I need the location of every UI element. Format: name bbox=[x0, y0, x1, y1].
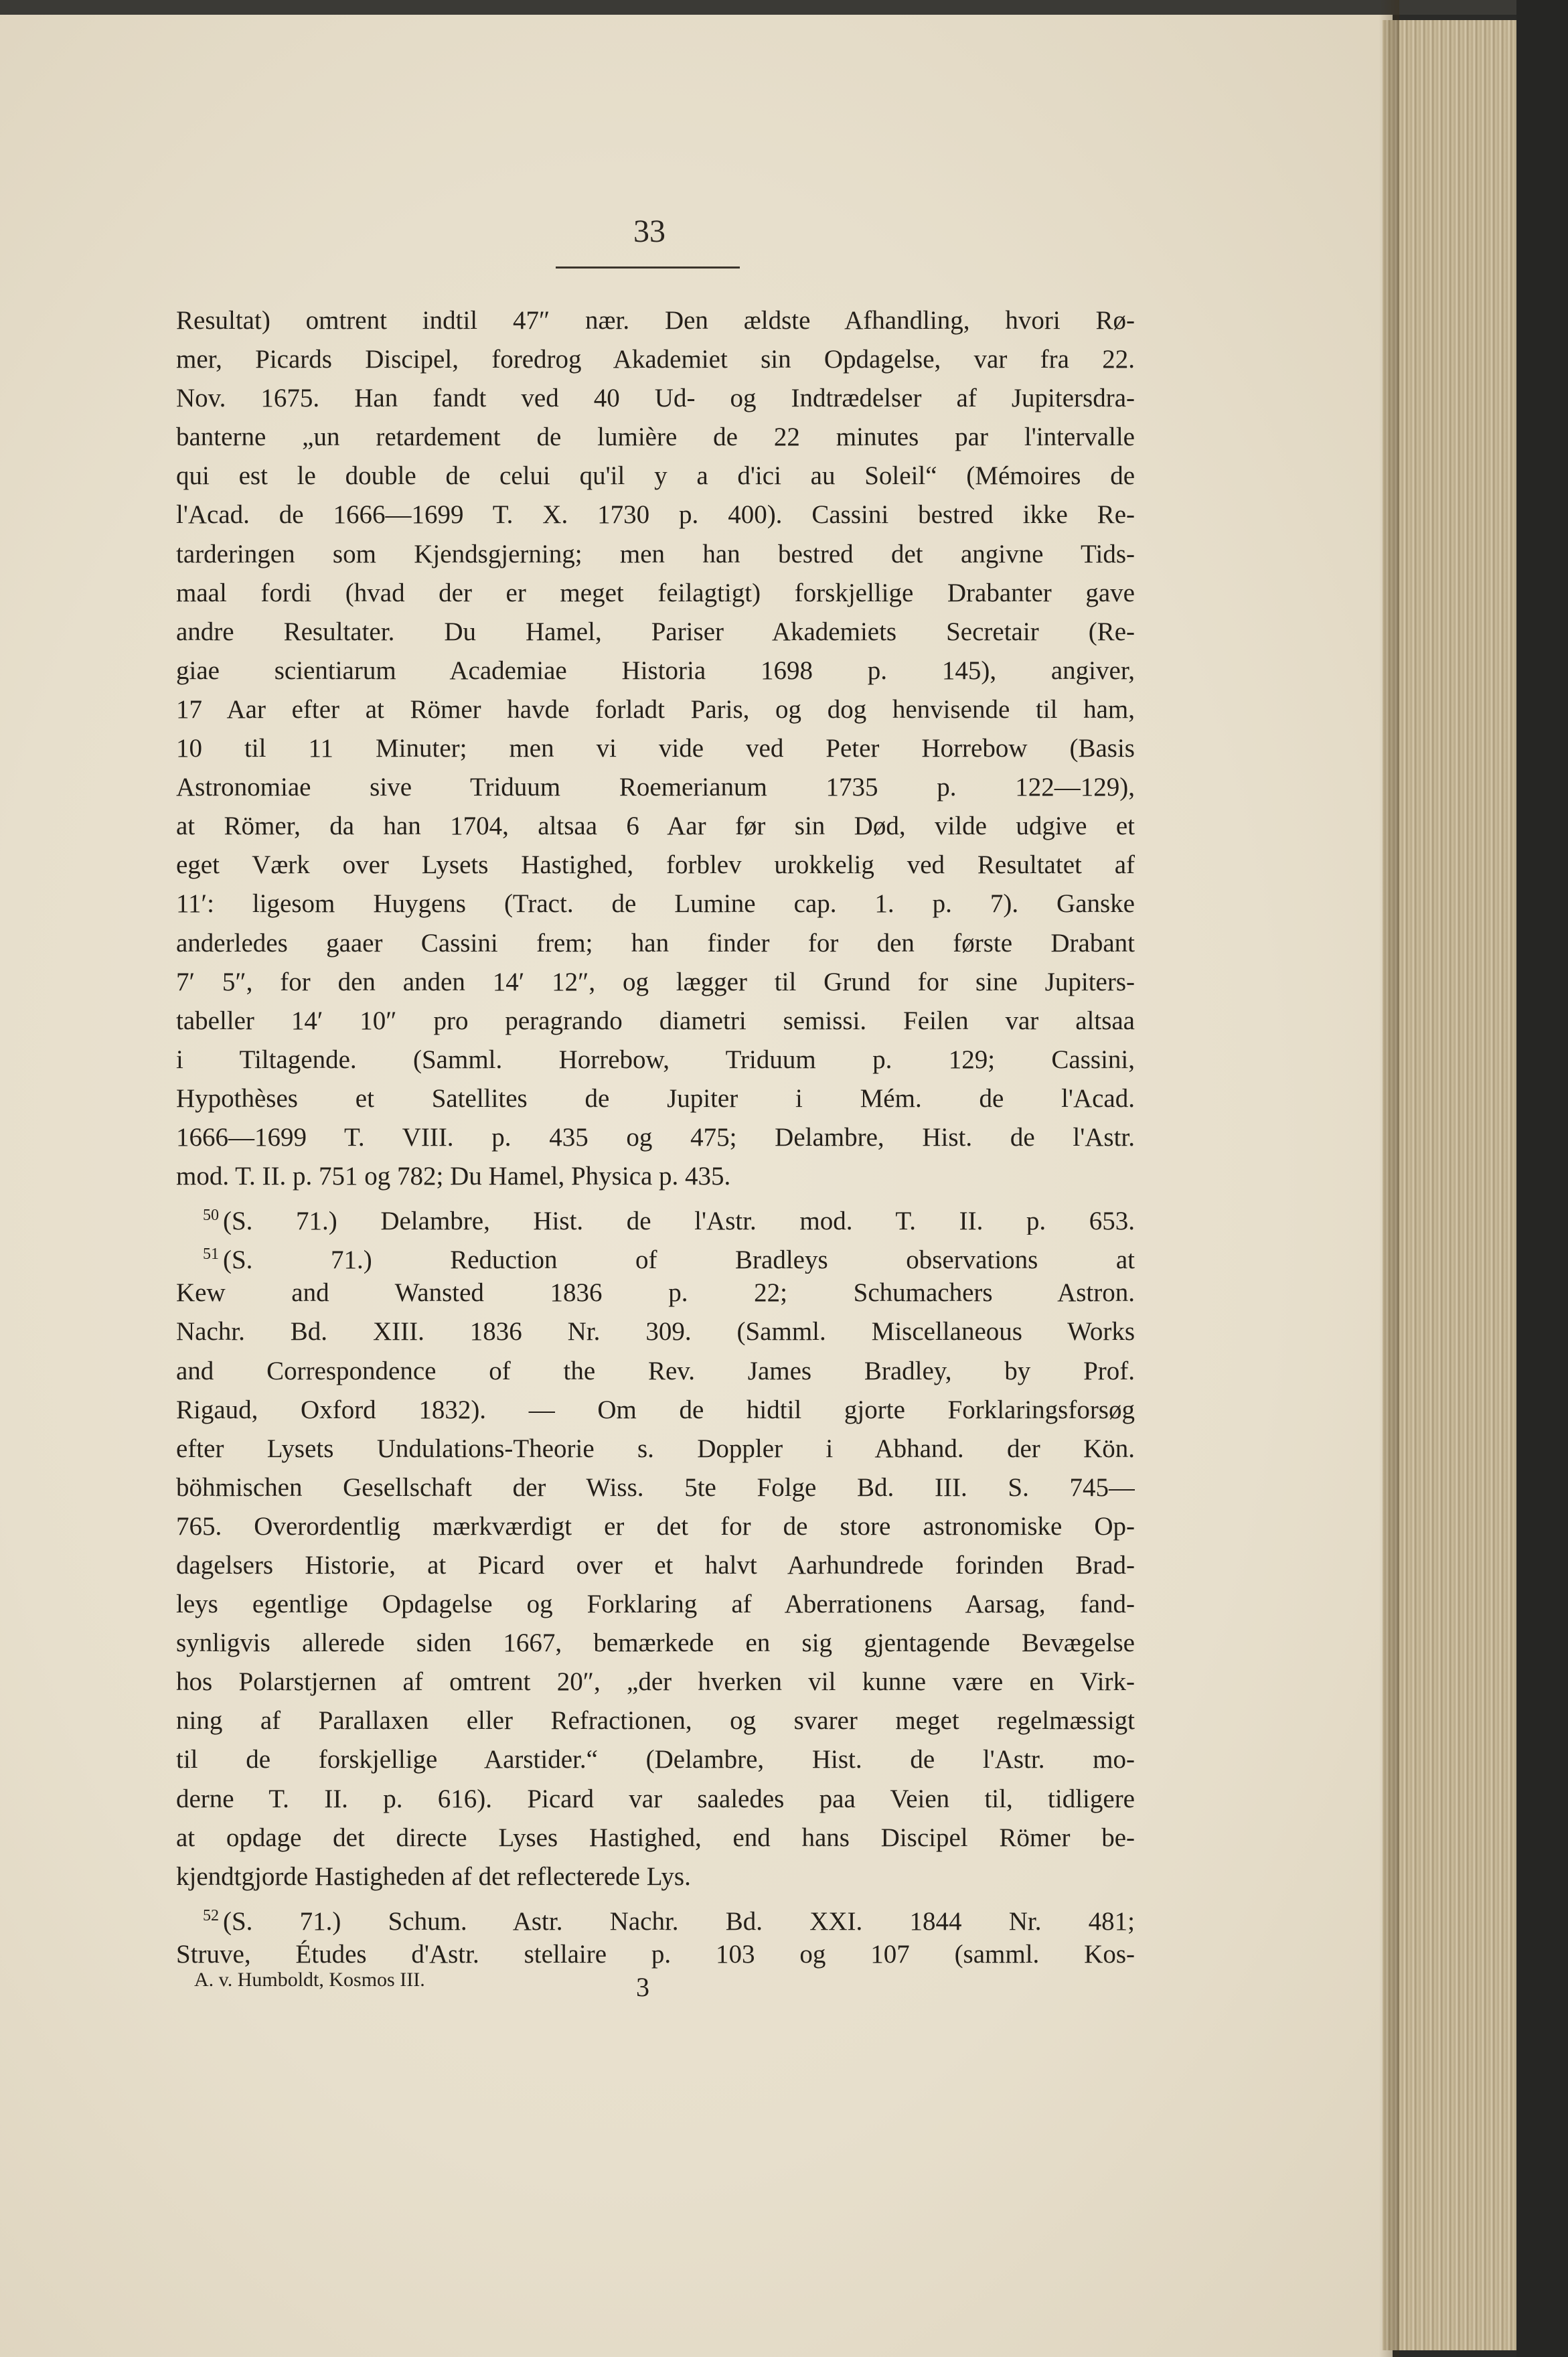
footnote-line bbox=[176, 1896, 1135, 1935]
text-line bbox=[176, 1663, 1135, 1701]
text-line bbox=[176, 652, 1135, 690]
line-text: leys egentlige Opdagelse og Forklaring af Aberrationens Aarsag, fand- bbox=[176, 1590, 1135, 1619]
header-rule bbox=[556, 267, 740, 269]
text-line bbox=[176, 690, 1135, 729]
footnote-line bbox=[176, 1235, 1135, 1274]
line-text: til de forskjellige Aarstider.“ (Delambre, Hist. de l'Astr. mo- bbox=[176, 1745, 1135, 1774]
text-line bbox=[176, 574, 1135, 613]
text-line bbox=[176, 1546, 1135, 1585]
signature-mark: 3 bbox=[636, 1972, 649, 2002]
text-line bbox=[176, 418, 1135, 457]
line-text: ning af Parallaxen eller Refractionen, og svarer meget regelmæssigt bbox=[176, 1706, 1135, 1736]
page-edges bbox=[1383, 20, 1516, 2350]
text-line bbox=[176, 1430, 1135, 1468]
text-line bbox=[176, 1312, 1135, 1351]
line-text: banterne „un retardement de lumière de 22 minutes par l'intervalle bbox=[176, 423, 1135, 452]
line-text: andre Resultater. Du Hamel, Pariser Akademiets Secretair (Re- bbox=[176, 617, 1135, 646]
running-footer: A. v. Humboldt, Kosmos III. bbox=[194, 1969, 425, 1991]
text-line bbox=[176, 1507, 1135, 1546]
scan-top-edge bbox=[0, 0, 1568, 15]
text-line bbox=[176, 807, 1135, 846]
line-text: 7′ 5″, for den anden 14′ 12″, og lægger til Grund for sine Jupiters- bbox=[176, 967, 1135, 996]
line-text: 765. Overordentlig mærkværdigt er det for de store astronomiske Op- bbox=[176, 1511, 1135, 1541]
line-text: tarderingen som Kjendsgjerning; men han bestred det angivne Tids- bbox=[176, 539, 1135, 568]
line-text: dagelsers Historie, at Picard over et halvt Aarhundrede forinden Brad- bbox=[176, 1551, 1135, 1580]
line-text: (S. 71.) Schum. Astr. Nachr. Bd. XXI. 1844 Nr. 481; bbox=[223, 1906, 1135, 1935]
line-text: qui est le double de celui qu'il y a d'ici au Soleil“ (Mémoires de bbox=[176, 461, 1135, 491]
line-text: böhmischen Gesellschaft der Wiss. 5te Folge Bd. III. S. 745— bbox=[176, 1472, 1135, 1502]
line-text: i Tiltagende. (Samml. Horrebow, Triduum p. 129; Cassini, bbox=[176, 1045, 1135, 1074]
line-text: l'Acad. de 1666—1699 T. X. 1730 p. 400). Cassini bestred ikke Re- bbox=[176, 500, 1135, 530]
text-line bbox=[176, 1624, 1135, 1663]
line-text: (S. 71.) Delambre, Hist. de l'Astr. mod. T. II. p. 653. bbox=[223, 1207, 1135, 1235]
text-line bbox=[176, 1079, 1135, 1118]
text-line bbox=[176, 885, 1135, 923]
text-line bbox=[176, 1274, 1135, 1312]
gutter-shadow bbox=[1379, 0, 1399, 2357]
text-line bbox=[176, 963, 1135, 1002]
text-line bbox=[176, 457, 1135, 496]
line-text: kjendtgjorde Hastigheden af det reflecterede Lys. bbox=[176, 1861, 691, 1891]
footnote-number: 52 bbox=[203, 1906, 219, 1924]
text-line bbox=[176, 1857, 1135, 1896]
text-line bbox=[176, 1468, 1135, 1507]
text-line bbox=[176, 1585, 1135, 1624]
line-text: mod. T. II. p. 751 og 782; Du Hamel, Physica p. 435. bbox=[176, 1162, 731, 1191]
footnote-number: 50 bbox=[203, 1207, 219, 1225]
line-text: (S. 71.) Reduction of Bradleys observations at bbox=[223, 1245, 1135, 1274]
line-text: Astronomiae sive Triduum Roemerianum 1735 p. 122—129), bbox=[176, 773, 1135, 802]
text-line bbox=[176, 846, 1135, 885]
line-text: 17 Aar efter at Römer havde forladt Paris, og dog henvisende til ham, bbox=[176, 694, 1135, 724]
line-text: 11′: ligesom Huygens (Tract. de Lumine cap. 1. p. 7). Ganske bbox=[176, 889, 1135, 919]
text-line bbox=[176, 340, 1135, 379]
line-text: giae scientiarum Academiae Historia 1698 p. 145), angiver, bbox=[176, 656, 1135, 685]
text-line bbox=[176, 729, 1135, 768]
body-text bbox=[176, 301, 1135, 1974]
line-text: 10 til 11 Minuter; men vi vide ved Peter Horrebow (Basis bbox=[176, 734, 1135, 763]
text-line bbox=[176, 1002, 1135, 1041]
line-text: eget Værk over Lysets Hastighed, forblev urokkelig ved Resultatet af bbox=[176, 850, 1135, 880]
footnote-line bbox=[176, 1196, 1135, 1235]
text-line bbox=[176, 768, 1135, 807]
line-text: Kew and Wansted 1836 p. 22; Schumachers Astron. bbox=[176, 1278, 1135, 1308]
text-line bbox=[176, 535, 1135, 574]
text-line bbox=[176, 1701, 1135, 1740]
line-text: synligvis allerede siden 1667, bemærkede en sig gjentagende Bevægelse bbox=[176, 1628, 1135, 1658]
text-line bbox=[176, 1780, 1135, 1819]
line-text: tabeller 14′ 10″ pro peragrando diametri semissi. Feilen var altsaa bbox=[176, 1006, 1135, 1035]
text-line bbox=[176, 1352, 1135, 1391]
footnote-number: 51 bbox=[203, 1245, 219, 1264]
line-text: at Römer, da han 1704, altsaa 6 Aar før sin Død, vilde udgive et bbox=[176, 812, 1135, 841]
line-text: anderledes gaaer Cassini frem; han finder for den første Drabant bbox=[176, 928, 1135, 958]
line-text: maal fordi (hvad der er meget feilagtigt) forskjellige Drabanter gave bbox=[176, 578, 1135, 607]
line-text: hos Polarstjernen af omtrent 20″, „der hverken vil kunne være en Virk- bbox=[176, 1667, 1135, 1697]
text-line bbox=[176, 1041, 1135, 1079]
text-line bbox=[176, 924, 1135, 963]
text-line bbox=[176, 1819, 1135, 1857]
text-line bbox=[176, 379, 1135, 418]
line-text: Nachr. Bd. XIII. 1836 Nr. 309. (Samml. Miscellaneous Works bbox=[176, 1317, 1135, 1347]
line-text: Rigaud, Oxford 1832). — Om de hidtil gjorte Forklaringsforsøg bbox=[176, 1395, 1135, 1424]
line-text: Hypothèses et Satellites de Jupiter i Mém. de l'Acad. bbox=[176, 1083, 1135, 1113]
line-text: and Correspondence of the Rev. James Bradley, by Prof. bbox=[176, 1356, 1135, 1385]
text-line bbox=[176, 496, 1135, 534]
text-line bbox=[176, 1118, 1135, 1157]
line-text: derne T. II. p. 616). Picard var saaledes paa Veien til, tidligere bbox=[176, 1784, 1135, 1813]
text-line bbox=[176, 301, 1135, 340]
line-text: at opdage det directe Lyses Hastighed, end hans Discipel Römer be- bbox=[176, 1823, 1135, 1852]
line-text: Nov. 1675. Han fandt ved 40 Ud- og Indtrædelser af Jupitersdra- bbox=[176, 384, 1135, 413]
book-binding bbox=[1516, 0, 1568, 2357]
line-text: efter Lysets Undulations-Theorie s. Doppler i Abhand. der Kön. bbox=[176, 1434, 1135, 1463]
page-number: 33 bbox=[633, 214, 665, 249]
line-text: mer, Picards Discipel, foredrog Akademiet sin Opdagelse, var fra 22. bbox=[176, 345, 1135, 374]
line-text: 1666—1699 T. VIII. p. 435 og 475; Delambre, Hist. de l'Astr. bbox=[176, 1122, 1135, 1152]
text-line bbox=[176, 1391, 1135, 1430]
line-text: Struve, Études d'Astr. stellaire p. 103 og 107 (samml. Kos- bbox=[176, 1939, 1135, 1969]
line-text: Resultat) omtrent indtil 47″ nær. Den ældste Afhandling, hvori Rø- bbox=[176, 306, 1135, 335]
text-line bbox=[176, 613, 1135, 652]
text-line bbox=[176, 1740, 1135, 1779]
text-line bbox=[176, 1157, 1135, 1196]
